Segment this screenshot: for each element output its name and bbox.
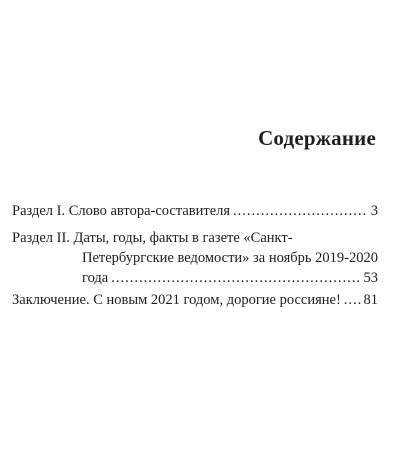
toc-entry-line bbox=[12, 201, 378, 221]
toc-page-number: 81 bbox=[363, 292, 378, 308]
toc-entry-line bbox=[12, 228, 378, 248]
toc-entry-line bbox=[12, 248, 378, 268]
toc-entry-text: Раздел II. Даты, годы, факты в газете «Санкт- bbox=[12, 230, 293, 246]
dot-leader bbox=[344, 290, 361, 310]
toc-entry-text: Заключение. С новым 2021 годом, дорогие россияне! bbox=[12, 292, 341, 308]
toc-entry-text: Петербургские ведомости» за ноябрь 2019-2020 bbox=[82, 250, 378, 266]
toc-entry-section-2[interactable] bbox=[12, 228, 378, 288]
toc-entry-line bbox=[12, 290, 378, 310]
toc-entry-text: года bbox=[82, 270, 109, 286]
toc-entry-text: Раздел I. Слово автора-составителя bbox=[12, 203, 231, 219]
toc-entry-line bbox=[12, 268, 378, 288]
toc-entry-section-1[interactable] bbox=[12, 201, 378, 221]
toc-title: Содержание bbox=[258, 126, 376, 150]
dot-leader bbox=[111, 268, 360, 288]
toc-entry-conclusion[interactable] bbox=[12, 290, 378, 310]
dot-leader bbox=[233, 201, 368, 221]
toc-page-number: 3 bbox=[370, 203, 378, 219]
toc-page-number: 53 bbox=[363, 270, 378, 286]
